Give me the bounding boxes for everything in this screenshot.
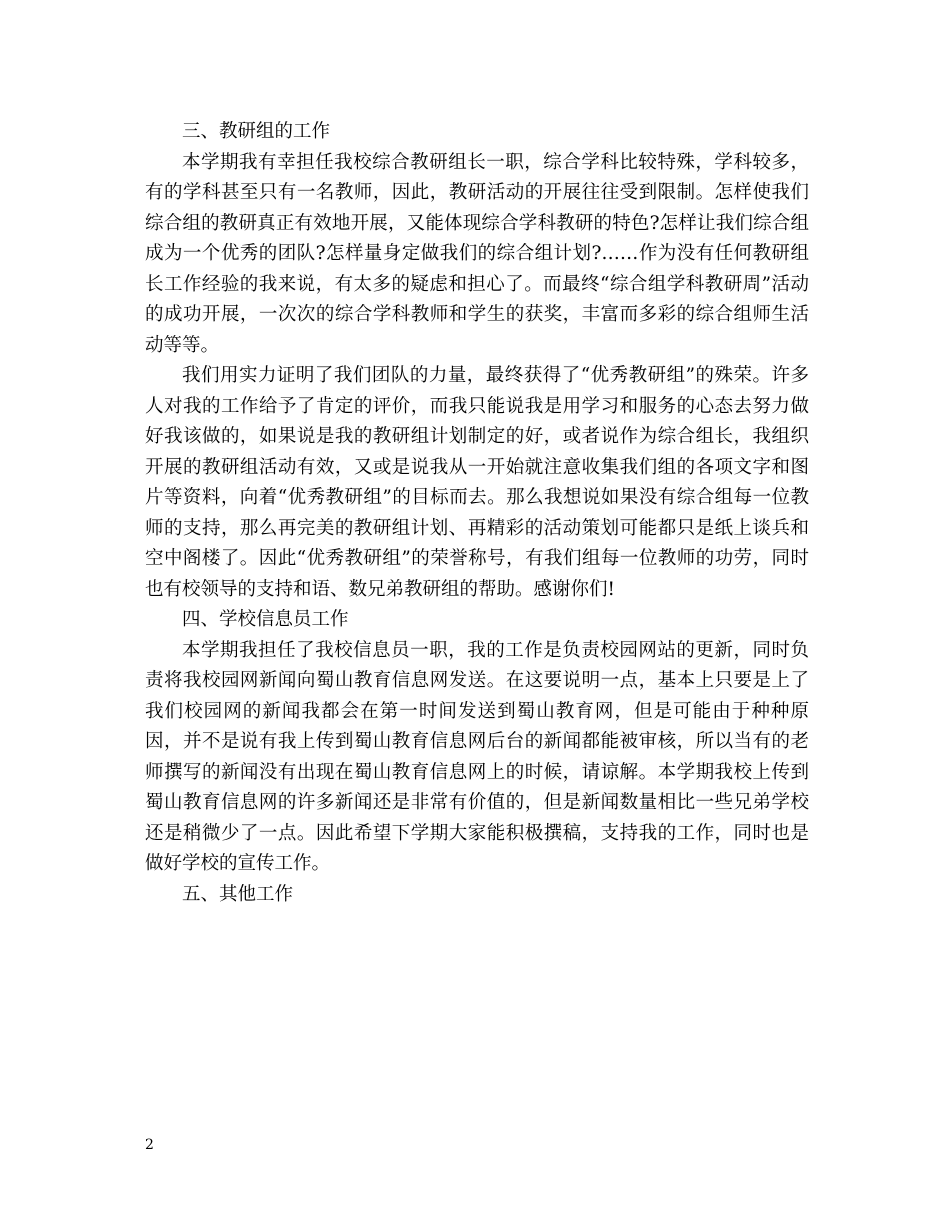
body-paragraph: 本学期我有幸担任我校综合教研组长一职，综合学科比较特殊，学科较多，有的学科甚至只有一名教师，因此，教研活动的开展往往受到限制。怎样使我们综合组的教研真正有效地开展，又能体现综合学科教研的特色?怎样让我们综合组成为一个优秀的团队?怎样量身定做我们的综合组计划?……作为没有任何教研组长工作经验的我来说，有太多的疑虑和担心了。而最终“综合组学科教研周”活动的成功开展，一次次的综合学科教师和学生的获奖，丰富而多彩的综合组师生活动等等。 <box>145 151 809 356</box>
document-body <box>145 117 809 910</box>
body-paragraph: 本学期我担任了我校信息员一职，我的工作是负责校园网站的更新，同时负责将我校园网新闻向蜀山教育信息网发送。在这要说明一点，基本上只要是上了我们校园网的新闻我都会在第一时间发送到蜀山教育网，但是可能由于种种原因，并不是说有我上传到蜀山教育信息网后台的新闻都能被审核，所以当有的老师撰写的新闻没有出现在蜀山教育信息网上的时候，请谅解。本学期我校上传到蜀山教育信息网的许多新闻还是非常有价值的，但是新闻数量相比一些兄弟学校还是稍微少了一点。因此希望下学期大家能积极撰稿，支持我的工作，同时也是做好学校的宣传工作。 <box>145 639 809 874</box>
page-number: 2 <box>145 1137 154 1153</box>
section-heading: 五、其他工作 <box>182 883 294 905</box>
body-paragraph: 我们用实力证明了我们团队的力量，最终获得了“优秀教研组”的殊荣。许多人对我的工作给予了肯定的评价，而我只能说我是用学习和服务的心态去努力做好我该做的，如果说是我的教研组计划制定的好，或者说作为综合组长，我组织开展的教研组活动有效，又或是说我从一开始就注意收集我们组的各项文字和图片等资料，向着“优秀教研组”的目标而去。那么我想说如果没有综合组每一位教师的支持，那么再完美的教研组计划、再精彩的活动策划可能都只是纸上谈兵和空中阁楼了。因此“优秀教研组”的荣誉称号，有我们组每一位教师的功劳，同时也有校领导的支持和语、数兄弟教研组的帮助。感谢你们! <box>145 365 809 600</box>
section-heading: 三、教研组的工作 <box>182 121 331 142</box>
section-heading: 四、学校信息员工作 <box>182 609 349 630</box>
